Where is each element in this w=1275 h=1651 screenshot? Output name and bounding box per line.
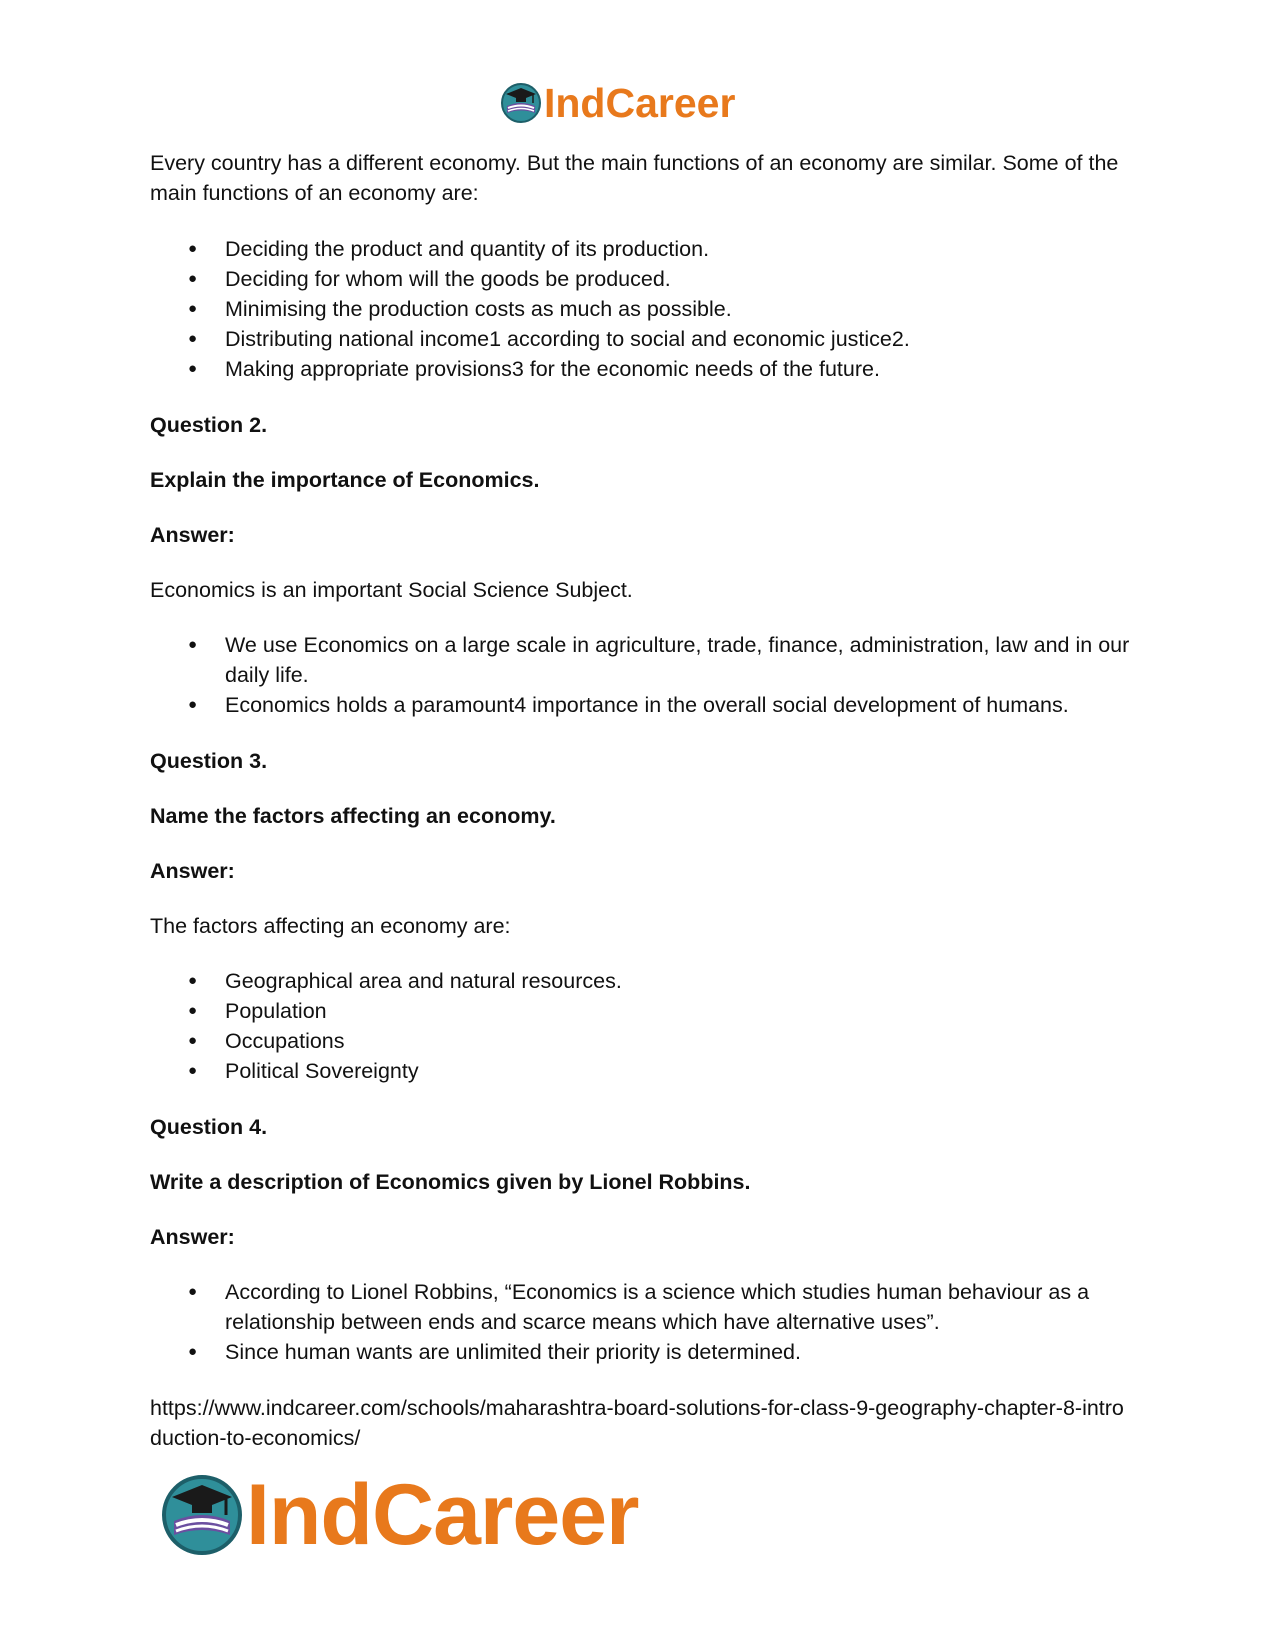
list-item: ● Population (150, 996, 1130, 1026)
list-item: ● We use Economics on a large scale in agriculture, trade, finance, administration, law and in our daily life. (150, 630, 1130, 690)
list-item: ● Economics holds a paramount4 importance in the overall social development of humans. (150, 690, 1130, 720)
list-item: ● Minimising the production costs as much as possible. (150, 294, 1130, 324)
graduation-book-globe-icon (500, 82, 542, 124)
question-2-text: Explain the importance of Economics. (150, 468, 540, 492)
list-item: ● Since human wants are unlimited their priority is determined. (150, 1337, 1130, 1367)
header-logo (500, 78, 735, 128)
brand-name: IndCareer (544, 79, 736, 126)
list-item: ● Deciding for whom will the goods be produced. (150, 264, 1130, 294)
answer-3-text: The factors affecting an economy are: (150, 914, 511, 938)
question-2-label: Question 2. (150, 413, 268, 437)
answer-3-label: Answer: (150, 859, 235, 883)
question-4-label: Question 4. (150, 1115, 268, 1139)
intro-bullet-list (150, 234, 1130, 384)
answer-4-label: Answer: (150, 1225, 235, 1249)
list-item: ● Making appropriate provisions3 for the economic needs of the future. (150, 354, 1130, 384)
answer-2-label: Answer: (150, 523, 235, 547)
footer-logo (160, 1467, 639, 1563)
answer-2-text: Economics is an important Social Science Subject. (150, 578, 633, 602)
intro-paragraph: Every country has a different economy. But the main functions of an economy are similar. Some of the main functions of an economy are: (150, 151, 1119, 205)
source-link[interactable]: https://www.indcareer.com/schools/maharashtra-board-solutions-for-class-9-geography-chapter-8-introduction-to-economics/ (150, 1396, 1124, 1450)
question-3-label: Question 3. (150, 749, 268, 773)
main-content (150, 148, 1130, 1453)
answer-2-bullet-list (150, 630, 1130, 720)
brand-name: IndCareer (246, 1467, 639, 1563)
list-item: ● Deciding the product and quantity of its production. (150, 234, 1130, 264)
question-4-text: Write a description of Economics given by Lionel Robbins. (150, 1170, 751, 1194)
answer-3-bullet-list (150, 966, 1130, 1086)
answer-4-bullet-list (150, 1277, 1130, 1367)
question-3-text: Name the factors affecting an economy. (150, 804, 556, 828)
list-item: ● Distributing national income1 according to social and economic justice2. (150, 324, 1130, 354)
list-item: ● According to Lionel Robbins, “Economics is a science which studies human behaviour as a relationship between ends and scarce means which have alternative uses”. (150, 1277, 1130, 1337)
list-item: ● Occupations (150, 1026, 1130, 1056)
list-item: ● Geographical area and natural resources. (150, 966, 1130, 996)
list-item: ● Political Sovereignty (150, 1056, 1130, 1086)
graduation-book-globe-icon (160, 1473, 244, 1557)
